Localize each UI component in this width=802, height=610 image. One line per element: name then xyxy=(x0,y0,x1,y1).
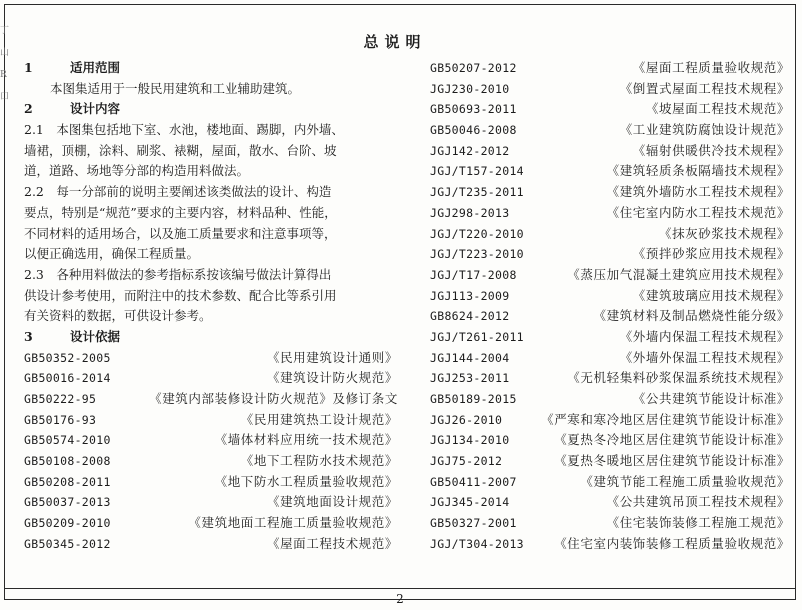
standard-name: 《墙体材料应用统一技术规范》 xyxy=(214,432,398,448)
standard-row xyxy=(430,327,790,348)
section-heading xyxy=(24,99,398,120)
standard-row xyxy=(24,348,398,369)
standard-name: 《建筑材料及制品燃烧性能分级》 xyxy=(593,308,790,324)
margin-mark: R xyxy=(0,70,7,80)
standard-code: JGJ144-2004 xyxy=(430,350,510,365)
standard-name: 《公共建筑节能设计标准》 xyxy=(632,391,790,406)
standard-code: GB8624-2012 xyxy=(430,309,510,324)
standard-name: 《屋面工程质量验收规范》 xyxy=(632,60,790,75)
section-title: 适用范围 xyxy=(70,60,121,75)
standard-row xyxy=(430,451,790,472)
standard-name: 《建筑设计防火规范》 xyxy=(266,370,398,386)
standard-row xyxy=(430,182,790,203)
standard-name: 《建筑轻质条板隔墙技术规程》 xyxy=(606,163,790,179)
standard-row xyxy=(430,79,790,100)
paragraph-line: 道，道路、场地等分部的构造用料做法。 xyxy=(24,163,250,179)
standard-name: 《夏热冬暖地区居住建筑节能设计标准》 xyxy=(554,453,790,469)
standard-code: GB50574-2010 xyxy=(24,433,111,448)
standard-row xyxy=(430,224,790,245)
paragraph-line: 以便正确选用，确保工程质量。 xyxy=(24,246,200,262)
section-title: 设计依据 xyxy=(70,328,121,344)
standard-code: GB50176-93 xyxy=(24,412,97,427)
standard-name: 《夏热冬冷地区居住建筑节能设计标准》 xyxy=(554,432,790,448)
standard-row xyxy=(24,534,398,555)
standard-code: JGJ134-2010 xyxy=(430,433,510,448)
standard-code: GB50037-2013 xyxy=(24,495,111,510)
standard-row xyxy=(24,492,398,513)
paragraph-line: 2.3 各种用料做法的参考指标系按该编号做法计算得出 xyxy=(24,266,332,282)
standard-name: 《建筑外墙防水工程技术规程》 xyxy=(606,184,790,200)
standard-row xyxy=(24,389,398,410)
standard-row xyxy=(430,244,790,265)
standard-row xyxy=(430,348,790,369)
standard-name: 《工业建筑防腐蚀设计规范》 xyxy=(619,122,790,138)
standard-row xyxy=(430,306,790,327)
standard-code: GB50208-2011 xyxy=(24,474,111,489)
standard-name: 《建筑节能工程施工质量验收规范》 xyxy=(580,473,790,489)
standard-name: 《建筑玻璃应用技术规程》 xyxy=(632,287,790,303)
standard-code: JGJ/T304-2013 xyxy=(430,536,524,551)
standard-code: JGJ/T261-2011 xyxy=(430,329,524,344)
standard-name: 《无机轻集料砂浆保温系统技术规程》 xyxy=(567,370,790,386)
standard-row xyxy=(430,58,790,79)
standard-name: 《外墙内保温工程技术规程》 xyxy=(619,328,790,344)
standard-row xyxy=(24,451,398,472)
standard-row xyxy=(24,368,398,389)
standard-name: 《建筑内部装修设计防火规范》及修订条文 xyxy=(149,391,398,406)
paragraph-line: 供设计参考使用，而附注中的技术参数、配合比等系引用 xyxy=(24,287,337,303)
standard-code: JGJ253-2011 xyxy=(430,371,510,386)
standard-row xyxy=(430,492,790,513)
standard-row xyxy=(24,513,398,534)
standard-row xyxy=(24,410,398,431)
page-number: 2 xyxy=(396,592,404,606)
standard-name: 《地下防水工程质量验收规范》 xyxy=(214,473,398,489)
standard-name: 《地下工程防水技术规范》 xyxy=(240,453,398,469)
standard-code: JGJ113-2009 xyxy=(430,288,510,303)
standard-name: 《建筑地面工程施工质量验收规范》 xyxy=(188,515,398,531)
standard-row xyxy=(430,161,790,182)
standard-code: JGJ/T235-2011 xyxy=(430,185,524,200)
paragraph-line: 有关资料的数据，可供设计参考。 xyxy=(24,308,212,324)
standard-name: 《坡屋面工程技术规范》 xyxy=(645,101,790,117)
standard-code: GB50327-2001 xyxy=(430,516,517,531)
standard-code: JGJ26-2010 xyxy=(430,412,503,427)
standard-name: 《外墙外保温工程技术规程》 xyxy=(619,349,790,365)
standard-row xyxy=(430,368,790,389)
standard-name: 《抹灰砂浆技术规程》 xyxy=(658,225,790,241)
standard-code: GB50046-2008 xyxy=(430,123,517,138)
section-number: 2 xyxy=(24,101,33,117)
section-title: 设计内容 xyxy=(70,101,121,117)
standard-row xyxy=(430,141,790,162)
standard-code: JGJ/T223-2010 xyxy=(430,247,524,262)
margin-mark: 口 xyxy=(0,92,10,102)
standard-code: GB50345-2012 xyxy=(24,536,111,551)
paragraph-line: 2.2 每一分部前的说明主要阐述该类做法的设计、构造 xyxy=(24,184,332,200)
standard-row xyxy=(24,472,398,493)
standard-row xyxy=(430,430,790,451)
binding-margin-marks xyxy=(0,20,10,108)
standard-name: 《公共建筑吊顶工程技术规程》 xyxy=(606,494,790,510)
standard-name: 《蒸压加气混凝土建筑应用技术规程》 xyxy=(567,266,790,282)
standard-code: JGJ230-2010 xyxy=(430,81,510,96)
standard-code: GB50207-2012 xyxy=(430,61,517,75)
standard-code: GB50108-2008 xyxy=(24,454,111,469)
standards-list-left xyxy=(24,348,398,555)
standard-code: JGJ298-2013 xyxy=(430,205,510,220)
standard-name: 《民用建筑设计通则》 xyxy=(266,349,398,365)
standard-code: JGJ75-2012 xyxy=(430,454,503,469)
standard-name: 《倒置式屋面工程技术规程》 xyxy=(619,80,790,96)
standard-row xyxy=(430,389,790,410)
standard-name: 《住宅装饰装修工程施工规范》 xyxy=(606,515,790,531)
standard-code: GB50222-95 xyxy=(24,392,97,406)
standard-code: GB50352-2005 xyxy=(24,350,111,365)
standard-row xyxy=(430,410,790,431)
paragraph-line: 2.1 本图集包括地下室、水池，楼地面、踢脚，内外墙、 xyxy=(24,122,344,138)
standard-row xyxy=(430,513,790,534)
standard-code: JGJ142-2012 xyxy=(430,143,510,158)
frame-bottom-rule xyxy=(4,588,796,589)
standard-code: JGJ/T157-2014 xyxy=(430,164,524,179)
standard-row xyxy=(24,430,398,451)
standard-code: GB50209-2010 xyxy=(24,516,111,531)
page-title: 总说明 xyxy=(363,33,427,51)
standard-row xyxy=(430,265,790,286)
standard-code: JGJ345-2014 xyxy=(430,495,510,510)
standard-row xyxy=(430,534,790,555)
paragraph-line: 不同材料的适用场合，以及施工质量要求和注意事项等， xyxy=(24,225,337,241)
standard-code: GB50693-2011 xyxy=(430,102,517,117)
paragraph-line: 本图集适用于一般民用建筑和工业辅助建筑。 xyxy=(50,80,301,96)
standard-name: 《辐射供暖供冷技术规程》 xyxy=(632,142,790,158)
standard-code: GB50016-2014 xyxy=(24,371,111,386)
standard-name: 《住宅室内装饰装修工程质量验收规范》 xyxy=(554,535,790,551)
standard-row xyxy=(430,203,790,224)
right-column xyxy=(430,58,790,555)
standard-row xyxy=(430,120,790,141)
standard-code: GB50189-2015 xyxy=(430,392,517,406)
paragraph-line: 要点，特别是“规范”要求的主要内容，材料品种、性能， xyxy=(24,204,337,220)
left-column xyxy=(24,58,398,555)
section-number: 3 xyxy=(24,328,33,344)
standard-name: 《建筑地面设计规范》 xyxy=(266,494,398,510)
standard-name: 《严寒和寒冷地区居住建筑节能设计标准》 xyxy=(541,411,790,427)
section-heading xyxy=(24,327,398,348)
standard-row xyxy=(430,286,790,307)
margin-mark: 山 xyxy=(0,48,10,58)
standard-code: GB50411-2007 xyxy=(430,474,517,489)
margin-mark: 丁 xyxy=(0,26,10,36)
standard-name: 《民用建筑热工设计规范》 xyxy=(240,411,398,427)
standard-name: 《预拌砂浆应用技术规程》 xyxy=(632,246,790,262)
standard-row xyxy=(430,99,790,120)
standard-name: 《住宅室内防水工程技术规范》 xyxy=(606,204,790,220)
paragraph-line: 墙裙，顶棚，涂料、刷浆、裱糊，屋面，散水、台阶、坡 xyxy=(24,142,337,158)
standard-code: JGJ/T220-2010 xyxy=(430,226,524,241)
section-heading xyxy=(24,58,398,79)
standards-list-right xyxy=(430,58,790,555)
section-number: 1 xyxy=(24,60,33,75)
standard-code: JGJ/T17-2008 xyxy=(430,267,517,282)
standard-name: 《屋面工程技术规范》 xyxy=(266,535,398,551)
standard-row xyxy=(430,472,790,493)
